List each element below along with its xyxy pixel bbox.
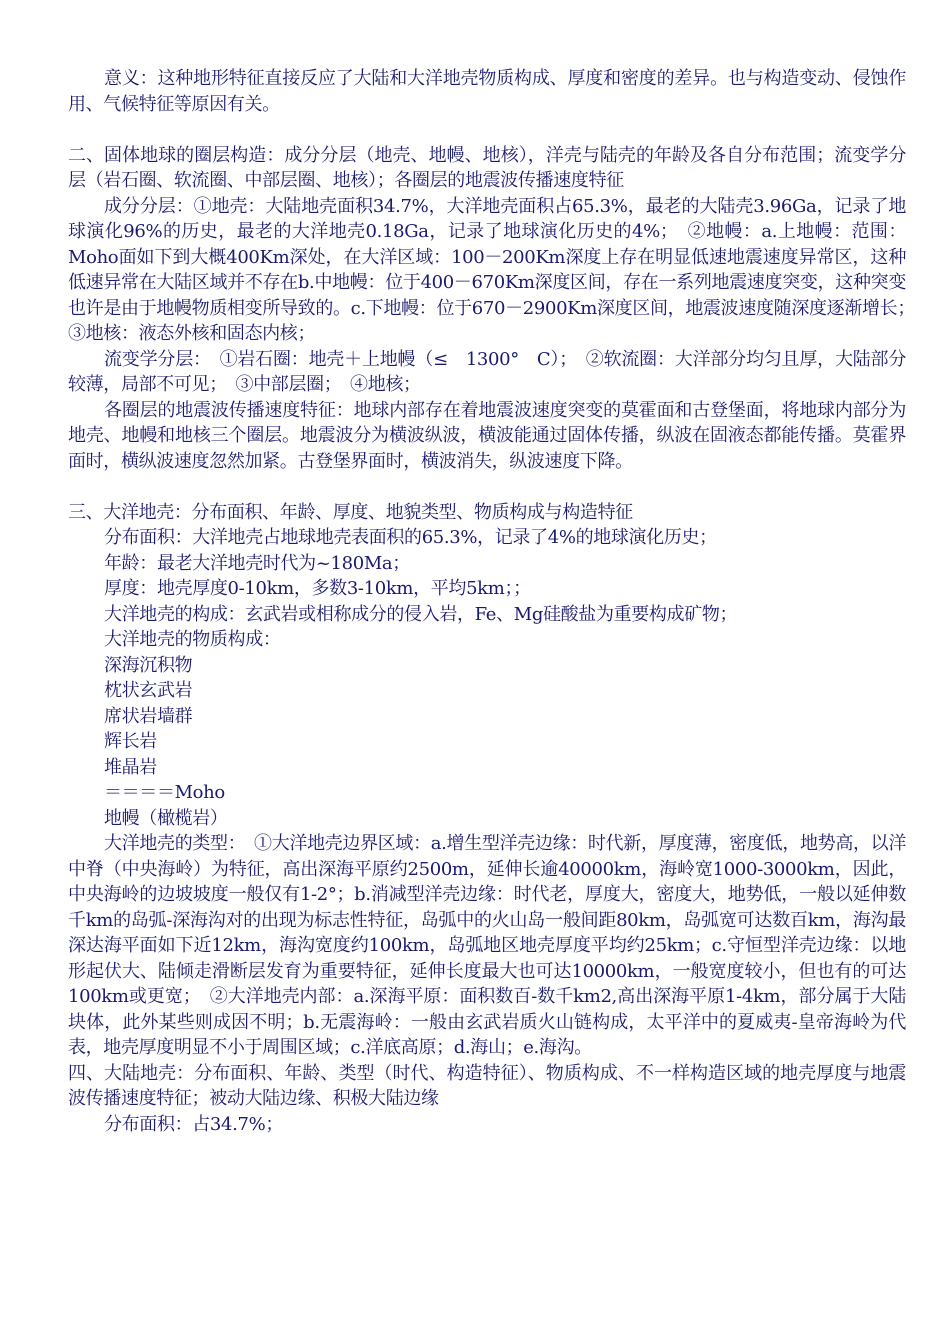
line-thickness: 厚度：地壳厚度0-10km，多数3-10km，平均5km；； xyxy=(104,578,531,599)
line-continental-area: 分布面积：占34.7%； xyxy=(104,1113,283,1135)
line-age: 年龄：最老大洋地壳时代为~180Ma； xyxy=(104,552,410,574)
paragraph-composition-layers: 成分分层：①地壳：大陆地壳面积34.7%，大洋地壳面积占65.3%，最老的大陆壳3.96Ga，记录了地球演化96%的历史，最老的大洋地壳0.18Ga，记录了地球演化历史的4%； ②地幔：a.上地幔：范围：Moho面如下到大概400Km深处，在大洋区域：100－200Km深度上存在明显低速地震速度异常区，这种低速异常在大陆区域并不存在b.中地幔：位于400－670Km深度区间，存在一系列地震速度突变，这种突变也许是由于地幔物质相变所导致的。c.下地幔：位于670－2900Km深度区间，地震波速度随深度逐渐增长； ③地核：液态外核和固态内核； xyxy=(68,195,924,344)
line-composition: 大洋地壳的构成：玄武岩或相称成分的侵入岩，Fe、Mg硅酸盐为重要构成矿物； xyxy=(104,603,738,625)
layer-item-mantle: 地幔（橄榄岩） xyxy=(104,807,228,829)
layer-item: 堆晶岩 xyxy=(104,756,157,778)
paragraph-seismic-velocity: 各圈层的地震波传播速度特征：地球内部存在着地震波速度突变的莫霍面和古登堡面，将地球内部分为地壳、地幔和地核三个圈层。地震波分为横波纵波，横波能通过固体传播，纵波在固液态都能传播。莫霍界面时，横纵波速度忽然加紧。古登堡界面时，横波消失，纵波速度下降。 xyxy=(68,399,906,472)
section-heading-4: 四、大陆地壳：分布面积、年龄、类型（时代、构造特征）、物质构成、不一样构造区域的地壳厚度与地震波传播速度特征；被动大陆边缘、积极大陆边缘 xyxy=(68,1062,906,1109)
paragraph-rheology-layers: 流变学分层： ①岩石圈：地壳＋上地幔（≤ 1300° C）； ②软流圈：大洋部分均匀且厚，大陆部分较薄，局部不可见； ③中部层圈； ④地核； xyxy=(68,348,906,395)
layer-item: 辉长岩 xyxy=(104,731,157,752)
line-area: 分布面积：大洋地壳占地球地壳表面积的65.3%，记录了4%的地球演化历史； xyxy=(104,527,717,548)
line-material-heading: 大洋地壳的物质构成： xyxy=(104,629,281,650)
section-heading-2: 二、固体地球的圈层构造：成分分层（地壳、地幔、地核），洋壳与陆壳的年龄及各自分布范围；流变学分层（岩石圈、软流圈、中部层圈、地核）；各圈层的地震波传播速度特征 xyxy=(68,144,906,191)
layer-item: 深海沉积物 xyxy=(104,654,193,676)
paragraph-ocean-crust-types: 大洋地壳的类型： ①大洋地壳边界区域：a.增生型洋壳边缘：时代新，厚度薄，密度低，地势高，以洋中脊（中央海岭）为特征，高出深海平原约2500m，延伸长逾40000km，海岭宽1000-3000km，因此，中央海岭的边坡坡度一般仅有1-2°；b.消减型洋壳边缘：时代老，厚度大，密度大，地势低，一般以延伸数千km的岛弧-深海沟对的出现为标志性特征，岛弧中的火山岛一般间距80km，岛弧宽可达数百km，海沟最深达海平面如下近12km，海沟宽度约100km，岛弧地区地壳厚度平均约25km；c.守恒型洋壳边缘：以地形起伏大、陆倾走滑断层发育为重要特征，延伸长度最大也可达10000km，一般宽度较小，但也有的可达100km或更宽； ②大洋地壳内部：a.深海平原：面积数百-数千km2,高出深海平原1-4km，部分属于大陆块体，此外某些则成因不明；b.无震海岭：一般由玄武岩质火山链构成，太平洋中的夏威夷-皇帝海岭为代表，地壳厚度明显不小于周围区域；c.洋底高原；d.海山；e.海沟。 xyxy=(68,833,906,1058)
document-body xyxy=(68,66,924,1137)
paragraph-significance: 意义：这种地形特征直接反应了大陆和大洋地壳物质构成、厚度和密度的差异。也与构造变动、侵蚀作用、气候特征等原因有关。 xyxy=(68,68,906,115)
section-heading-3: 三、大洋地壳：分布面积、年龄、厚度、地貌类型、物质构成与构造特征 xyxy=(68,501,633,523)
layer-item-moho: ＝＝＝＝Moho xyxy=(104,782,225,803)
layer-item: 枕状玄武岩 xyxy=(104,680,193,701)
layer-item: 席状岩墙群 xyxy=(104,705,193,727)
